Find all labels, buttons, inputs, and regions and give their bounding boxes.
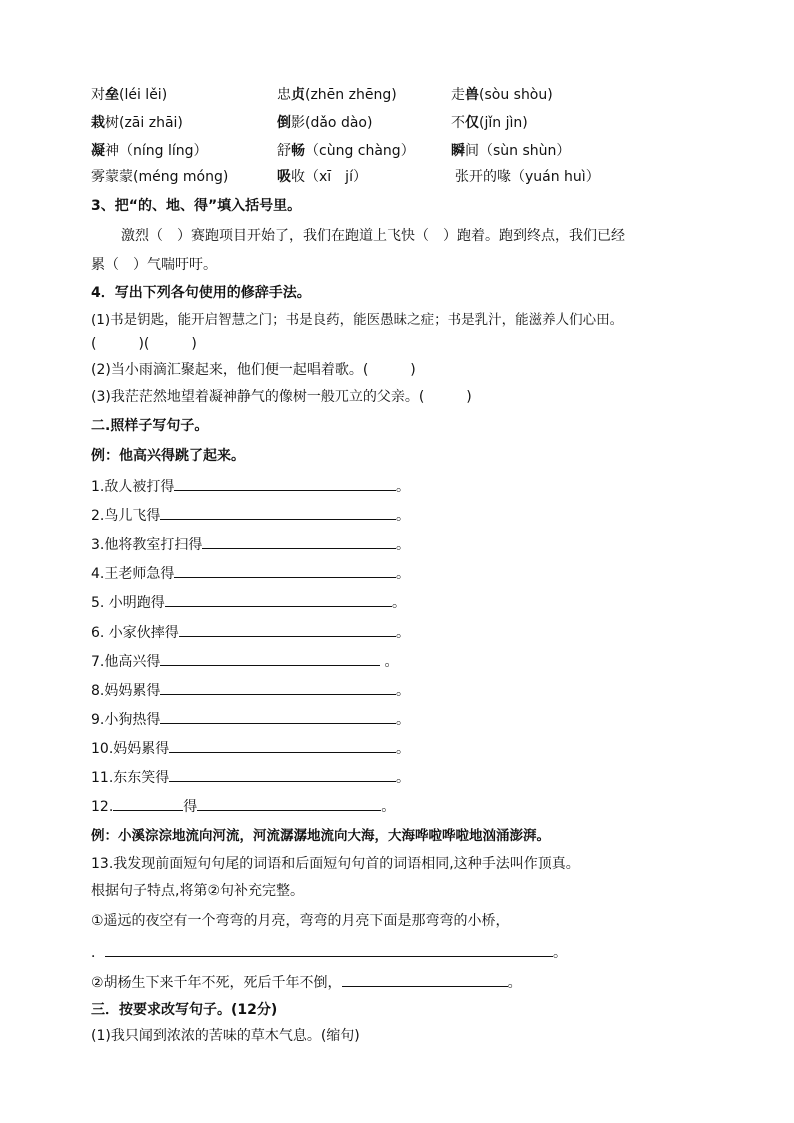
pinyin-options[interactable]: (sòu shòu) <box>479 87 553 103</box>
pinyin-options[interactable]: （cùng chàng） <box>305 143 415 159</box>
fill-item-suffix: 。 <box>396 741 410 757</box>
pinyin-options[interactable]: （sùn shùn） <box>479 143 571 159</box>
pinyin-word: 对垒 <box>91 87 119 103</box>
fill-item-blank[interactable] <box>160 651 380 666</box>
fill-item-prefix: 9.小狗热得 <box>91 712 161 728</box>
section-2-example-2: 例：小溪淙淙地流向河流，河流潺潺地流向大海，大海哗啦哗啦地汹涌澎湃。 <box>91 828 550 844</box>
fill-item-12-blank-2[interactable] <box>197 796 381 811</box>
sentence-1-end: 。 <box>553 945 567 961</box>
pinyin-options[interactable]: (méng móng) <box>133 169 229 185</box>
question-3-title: 3、把“的、地、得”填入括号里。 <box>91 198 302 214</box>
pinyin-item <box>91 167 228 187</box>
section-2-example: 例：他高兴得跳了起来。 <box>91 448 245 464</box>
pinyin-item <box>91 85 167 105</box>
pinyin-word: 瞬间 <box>451 143 479 159</box>
fill-item-blank[interactable] <box>174 476 396 491</box>
pinyin-item <box>277 113 372 133</box>
fill-item <box>91 534 410 555</box>
question-3-line-2: 累（ ）气喘吁吁。 <box>91 257 217 273</box>
question-4-sentence-3: (3)我茫茫然地望着凝神静气的像树一般兀立的父亲。( ) <box>91 389 472 405</box>
fill-item-prefix: 5. 小明跑得 <box>91 595 165 611</box>
fill-item-prefix: 11.东东笑得 <box>91 770 170 786</box>
pinyin-word: 不仅 <box>451 115 479 131</box>
fill-item-12-suffix: 。 <box>381 799 396 815</box>
fill-item-prefix: 8.妈妈累得 <box>91 683 161 699</box>
sentence-2-end: 。 <box>507 975 522 991</box>
pinyin-item <box>277 141 415 161</box>
pinyin-item <box>277 85 397 105</box>
fill-item <box>91 709 410 730</box>
pinyin-word: 走兽 <box>451 87 479 103</box>
fill-item-prefix: 6. 小家伙摔得 <box>91 625 179 641</box>
fill-item-suffix: 。 <box>396 566 410 582</box>
question-13-instruction: 根据句子特点,将第②句补充完整。 <box>91 883 305 899</box>
fill-item <box>91 476 410 497</box>
pinyin-item <box>91 113 183 133</box>
question-13-sentence-2 <box>91 972 522 993</box>
pinyin-options[interactable]: （níng líng） <box>119 143 208 159</box>
fill-item-12 <box>91 796 395 817</box>
fill-item-suffix: 。 <box>380 654 399 670</box>
fill-item-blank[interactable] <box>160 709 396 724</box>
fill-item <box>91 592 406 613</box>
question-13-sentence-1-answer <box>91 942 567 963</box>
pinyin-options[interactable]: （xī jí） <box>305 169 367 185</box>
question-4-sentence-2: (2)当小雨滴汇聚起来，他们便一起唱着歌。( ) <box>91 362 416 378</box>
fill-item-12-prefix: 12. <box>91 799 114 815</box>
pinyin-options[interactable]: (léi lěi) <box>119 87 168 103</box>
question-3-line-1: 激烈（ ）赛跑项目开始了，我们在跑道上飞快（ ）跑着。跑到终点，我们已经 <box>121 228 625 244</box>
fill-item <box>91 651 398 672</box>
fill-item <box>91 563 410 584</box>
fill-item-prefix: 10.妈妈累得 <box>91 741 170 757</box>
fill-item-prefix: 7.他高兴得 <box>91 654 161 670</box>
pinyin-options[interactable]: (dǎo dào) <box>305 115 373 131</box>
fill-item <box>91 680 410 701</box>
fill-item-prefix: 2.鸟儿飞得 <box>91 508 161 524</box>
pinyin-item <box>277 167 367 187</box>
fill-item-suffix: 。 <box>396 508 410 524</box>
fill-item <box>91 622 410 643</box>
fill-item-blank[interactable] <box>160 505 396 520</box>
pinyin-word: 张开的喙 <box>455 169 511 185</box>
question-4-sentence-1-answer: ( )( ) <box>91 336 197 352</box>
pinyin-item <box>91 141 208 161</box>
pinyin-word: 舒畅 <box>277 143 305 159</box>
pinyin-word: 栽树 <box>91 115 119 131</box>
pinyin-options[interactable]: (zāi zhāi) <box>119 115 183 131</box>
section-3-title: 三．按要求改写句子。(12分) <box>91 1002 278 1018</box>
fill-item-suffix: 。 <box>396 770 410 786</box>
pinyin-word: 吸收 <box>277 169 305 185</box>
fill-item-blank[interactable] <box>179 622 396 637</box>
fill-item-suffix: 。 <box>396 537 410 553</box>
pinyin-word: 倒影 <box>277 115 305 131</box>
sentence-1-blank[interactable] <box>105 942 553 957</box>
fill-item-suffix: 。 <box>396 625 410 641</box>
fill-item <box>91 767 410 788</box>
question-13-sentence-1: ①遥远的夜空有一个弯弯的月亮，弯弯的月亮下面是那弯弯的小桥， <box>91 913 510 929</box>
pinyin-options[interactable]: (zhēn zhēng) <box>305 87 397 103</box>
pinyin-item <box>455 167 600 187</box>
fill-item-blank[interactable] <box>169 738 396 753</box>
pinyin-item <box>451 85 553 105</box>
fill-item-blank[interactable] <box>174 563 396 578</box>
pinyin-options[interactable]: （yuán huì） <box>511 169 600 185</box>
section-2-title: 二.照样子写句子。 <box>91 418 209 434</box>
fill-item-prefix: 4.王老师急得 <box>91 566 175 582</box>
question-4-title: 4．写出下列各句使用的修辞手法。 <box>91 285 311 301</box>
question-13: 13.我发现前面短句句尾的词语和后面短句句首的词语相同,这种手法叫作顶真。 <box>91 856 580 872</box>
pinyin-word: 凝神 <box>91 143 119 159</box>
pinyin-item <box>451 141 570 161</box>
sentence-2-text: ②胡杨生下来千年不死，死后千年不倒， <box>91 975 342 991</box>
section-3-item-1: (1)我只闻到浓浓的苦味的草木气息。(缩句) <box>91 1028 360 1044</box>
pinyin-item <box>451 113 528 133</box>
pinyin-word: 雾蒙蒙 <box>91 169 133 185</box>
fill-item-suffix: 。 <box>392 595 406 611</box>
fill-item-suffix: 。 <box>396 712 410 728</box>
fill-item-12-blank-1[interactable] <box>113 796 183 811</box>
fill-item-blank[interactable] <box>165 592 392 607</box>
fill-item-prefix: 1.敌人被打得 <box>91 479 175 495</box>
fill-item-suffix: 。 <box>396 479 410 495</box>
sentence-2-blank[interactable] <box>342 972 508 987</box>
fill-item <box>91 505 410 526</box>
question-4-sentence-1: (1)书是钥匙，能开启智慧之门；书是良药，能医愚昧之症；书是乳汁，能滋养人们心田。 <box>91 312 624 328</box>
fill-item <box>91 738 410 759</box>
fill-item-12-mid: 得 <box>183 799 198 815</box>
fill-item-blank[interactable] <box>169 767 396 782</box>
fill-item-blank[interactable] <box>160 680 396 695</box>
fill-item-suffix: 。 <box>396 683 410 699</box>
fill-item-prefix: 3.他将教室打扫得 <box>91 537 203 553</box>
fill-item-blank[interactable] <box>202 534 396 549</box>
pinyin-word: 忠贞 <box>277 87 305 103</box>
sentence-1-lead: ． <box>91 945 105 961</box>
pinyin-options[interactable]: (jǐn jìn) <box>479 115 528 131</box>
